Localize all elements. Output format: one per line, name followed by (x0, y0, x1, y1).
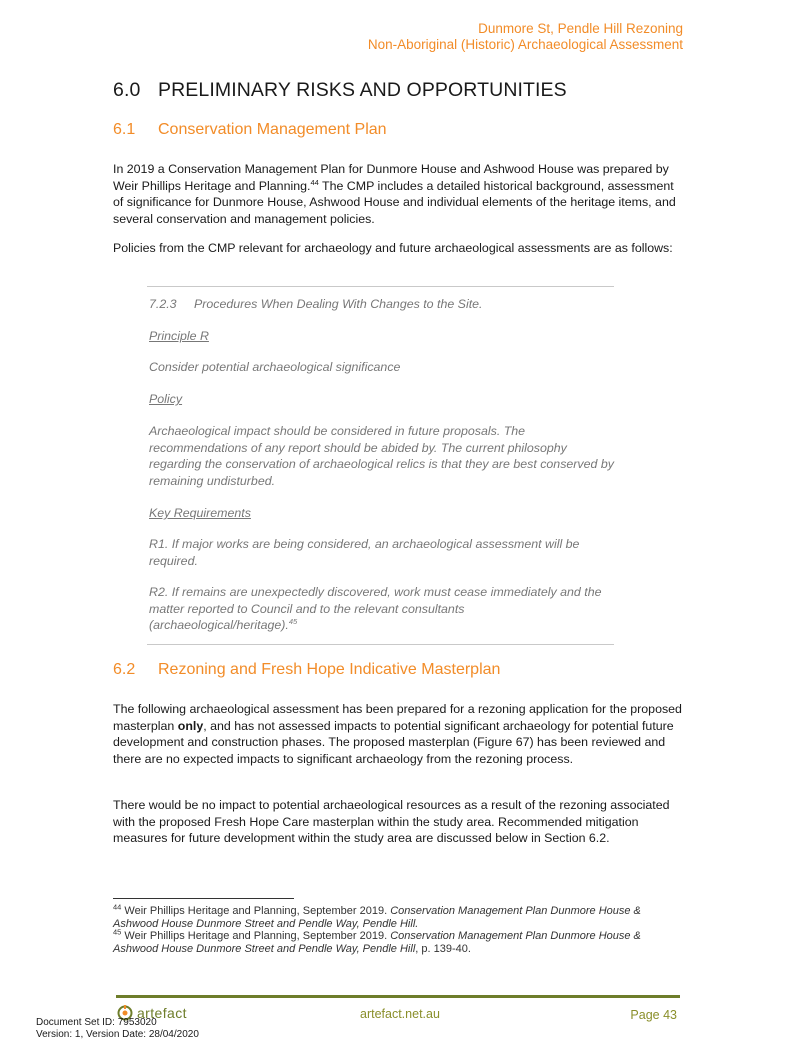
header-line-2: Non-Aboriginal (Historic) Archaeological Assessment (367, 37, 683, 52)
policy-label (149, 391, 615, 408)
footnote-number: 45 (113, 927, 122, 937)
footnote-tail: , p. 139-40. (415, 943, 471, 955)
section-title: PRELIMINARY RISKS AND OPPORTUNITIES (158, 79, 567, 101)
paragraph-text: In 2019 a Conservation Management Plan for Dunmore House and Ashwood House was prepared by Weir Phillips Heritage and Planning. (113, 162, 669, 193)
emphasis-only: only (177, 718, 204, 733)
quote-bottom-rule (147, 644, 614, 645)
footer-website[interactable]: artefact.net.au (360, 1007, 440, 1021)
subsection-heading-6-1 (113, 121, 387, 139)
subsection-heading-6-2 (113, 661, 500, 679)
document-version: Version: 1, Version Date: 28/04/2020 (36, 1029, 199, 1040)
footnote-title: Conservation Management Plan Dunmore House & Ashwood House Dunmore Street and Pendle Way, Pendle Hill. (113, 905, 641, 930)
paragraph-no-impact: There would be no impact to potential archaeological resources as a result of the rezoning associated with the proposed Fresh Hope Care masterplan within the study area. Recommended mitigation measures for future development within the study area are discussed below in Section 6.2. (113, 798, 670, 845)
footnote-44 (113, 902, 673, 931)
footnote-title: Conservation Management Plan Dunmore House & Ashwood House Dunmore Street and Pendle Way, Pendle Hill (113, 930, 641, 955)
logo-wordmark: artefact (137, 1005, 187, 1021)
paragraph-cmp-intro (113, 161, 685, 227)
requirement-r2-text: R2. If remains are unexpectedly discovered, work must cease immediately and the matter reported to Council and to the relevant consultants (archaeological/heritage). (149, 585, 602, 632)
footnote-45 (113, 927, 673, 956)
paragraph-text: The following archaeological assessment has been prepared for a rezoning application for the proposed masterplan (113, 702, 682, 733)
section-number: 6.0 (113, 79, 141, 101)
page-number: Page 43 (630, 1008, 677, 1022)
key-requirements-label-text: Key Requirements (149, 506, 251, 520)
requirement-r1: R1. If major works are being considered, an archaeological assessment will be required. (149, 537, 580, 568)
footer-rule (116, 995, 680, 998)
quote-heading-text: Procedures When Dealing With Changes to the Site. (194, 297, 483, 311)
paragraph-assessment-scope (113, 701, 685, 767)
quote-heading (149, 296, 615, 313)
paragraph-text: The CMP includes a detailed historical background, assessment of significance for Dunmore House, Ashwood House and individual elements of the heritage items, and several conservation and management policies. (113, 178, 676, 226)
subsection-title: Conservation Management Plan (158, 121, 387, 138)
subsection-title: Rezoning and Fresh Hope Indicative Masterplan (158, 661, 501, 678)
requirement-r2 (149, 584, 615, 634)
footnote-ref-44[interactable]: 44 (310, 177, 319, 187)
running-header (368, 21, 683, 53)
subsection-number: 6.2 (113, 661, 136, 678)
document-set-id: Document Set ID: 7953020 (36, 1017, 157, 1028)
principle-text: Consider potential archaeological significance (149, 360, 401, 374)
footnote-text: Weir Phillips Heritage and Planning, September 2019. (121, 905, 391, 917)
policy-label-text: Policy (149, 392, 183, 406)
footnote-separator (113, 898, 294, 899)
footnote-ref-45[interactable]: 45 (288, 616, 298, 626)
paragraph-policies-intro: Policies from the CMP relevant for archaeology and future archaeological assessments are as follows: (113, 241, 673, 255)
document-metadata (36, 1017, 199, 1041)
paragraph-text: , and has not assessed impacts to potential significant archaeology for potential future development and construction phases. The proposed masterplan (Figure 67) has been reviewed and there are no expected impacts to significant archaeology from the rezoning process. (113, 718, 674, 766)
header-line-1: Dunmore St, Pendle Hill Rezoning (478, 21, 683, 36)
section-heading (113, 79, 567, 102)
quote-heading-number: 7.2.3 (149, 297, 177, 311)
principle-label (149, 328, 615, 345)
footnote-text: Weir Phillips Heritage and Planning, September 2019. (121, 930, 391, 942)
principle-label-text: Principle R (149, 329, 209, 343)
subsection-number: 6.1 (113, 121, 136, 138)
footnote-number: 44 (113, 902, 122, 912)
policy-text: Archaeological impact should be considered in future proposals. The recommendations of any report should be abided by. The current philosophy regarding the conservation of archaeological relics is that they are best conserved by remaining undisturbed. (149, 424, 614, 488)
quote-top-rule (147, 286, 614, 287)
key-requirements-label (149, 505, 615, 522)
